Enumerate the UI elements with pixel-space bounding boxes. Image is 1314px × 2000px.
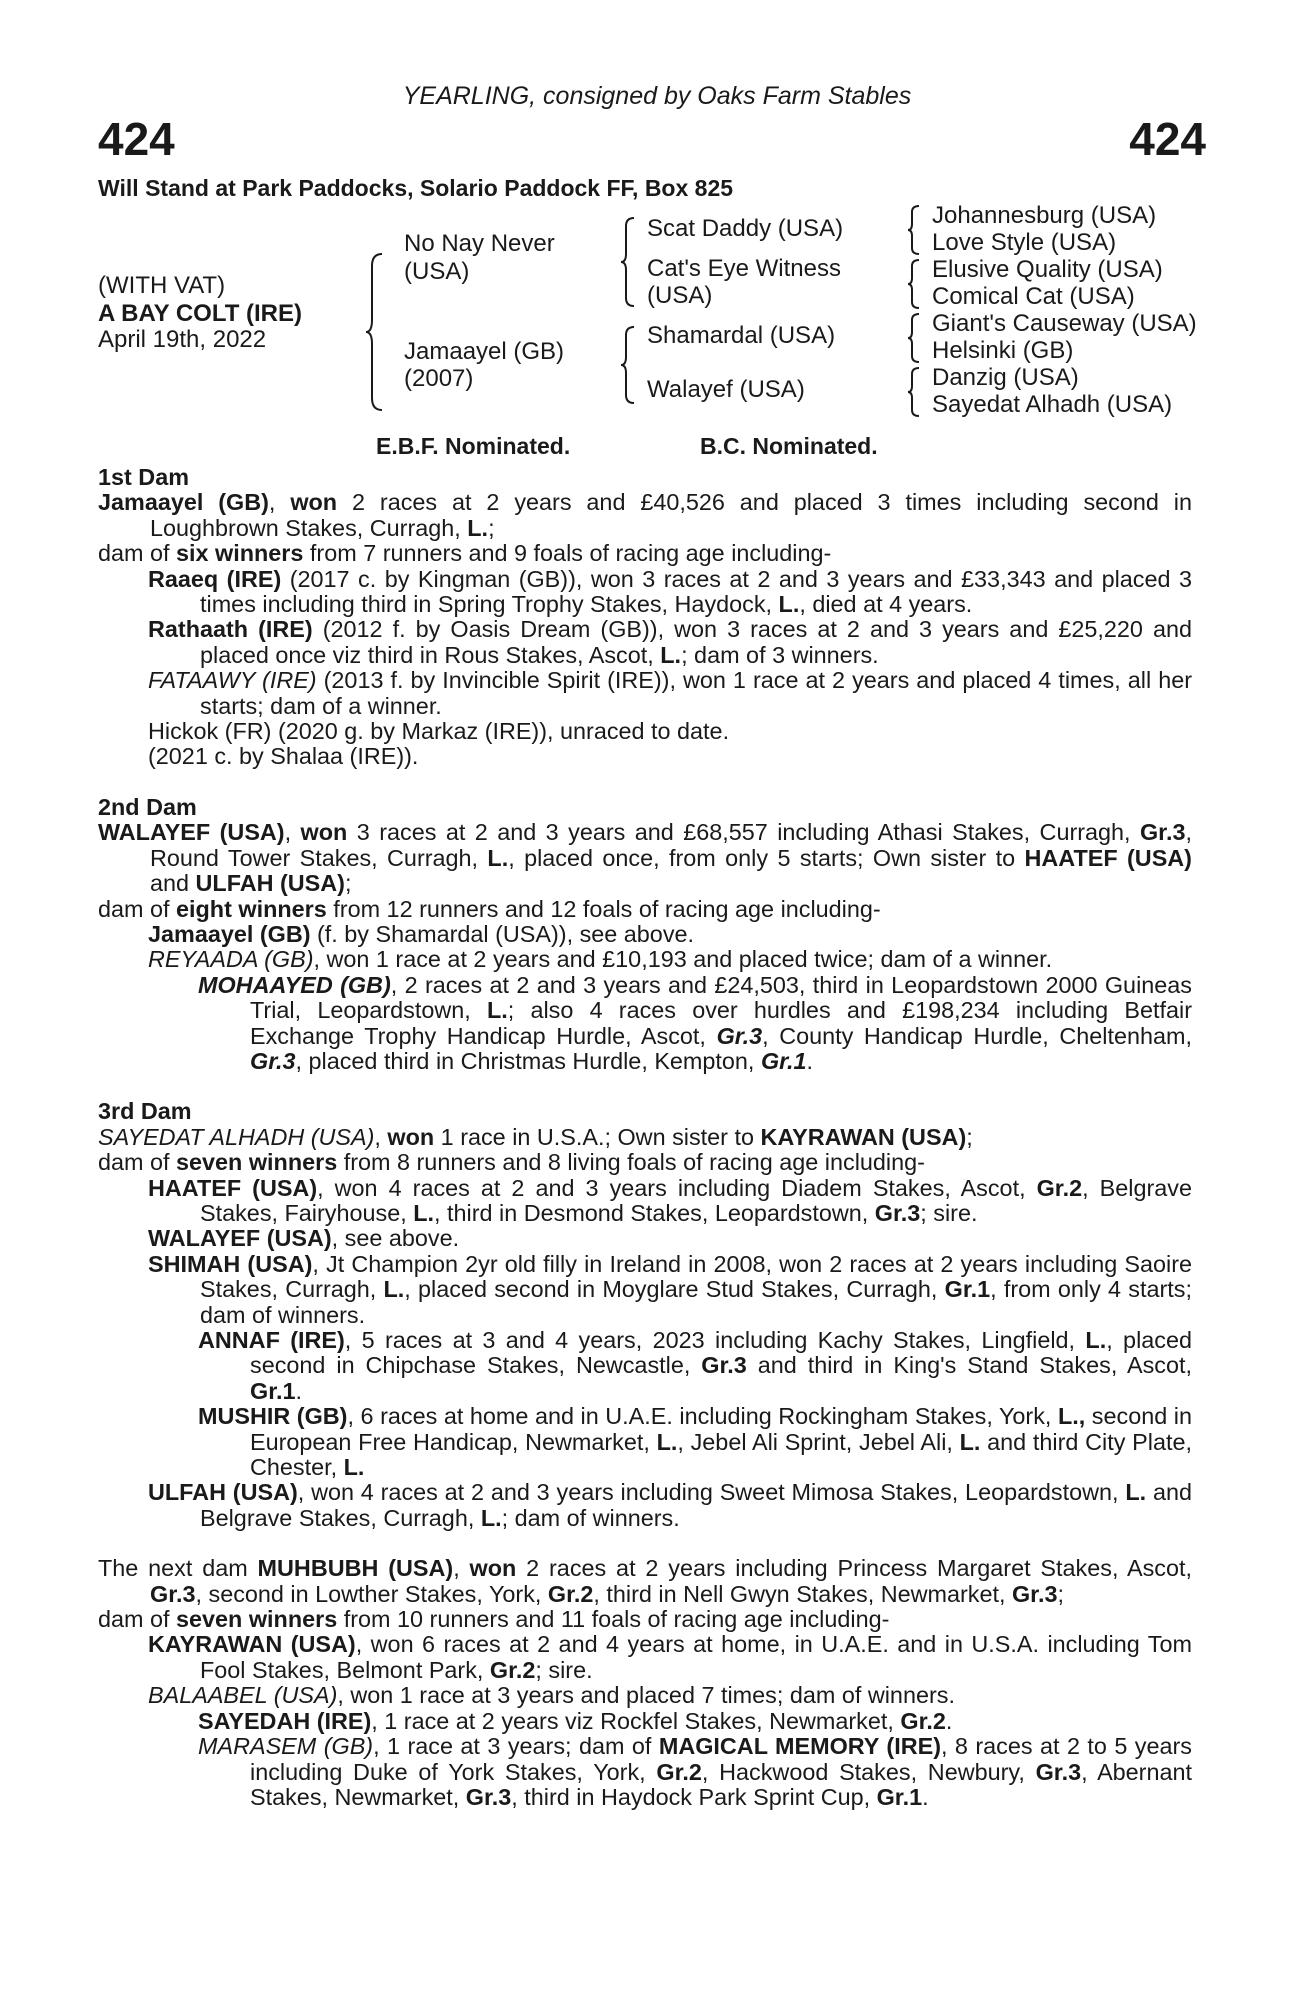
stand-location: Will Stand at Park Paddocks, Solario Paddock FF, Box 825 <box>98 175 734 201</box>
produce-entry: Hickok (FR) (2020 g. by Markaz (IRE)), unraced to date. <box>148 718 730 745</box>
brace-generation-1 <box>364 252 386 412</box>
bc-nomination: B.C. Nominated. <box>700 433 878 459</box>
brace-sire <box>620 216 636 308</box>
dam-dam-dam: Sayedat Alhadh (USA) <box>932 391 1173 418</box>
sire-sire: Scat Daddy (USA) <box>647 215 844 242</box>
catalogue-body <box>98 465 1192 1810</box>
second-dam-produce-summary: dam of eight winners from 12 runners and 12 foals of racing age including- <box>98 895 881 922</box>
produce-entry: ULFAH (USA), won 4 races at 2 and 3 years including Sweet Mimosa Stakes, Leopardstown, L. and Belgrave Stakes, Curragh, L.; dam of winners. <box>148 1479 1192 1531</box>
dam-year: (2007) <box>404 365 474 392</box>
produce-entry: KAYRAWAN (USA), won 6 races at 2 and 4 years at home, in U.A.E. and in U.S.A. including Tom Fool Stakes, Belmont Park, Gr.2; sire. <box>148 1631 1192 1683</box>
grand-produce-entry: MOHAAYED (GB), 2 races at 2 and 3 years and £24,503, third in Leopardstown 2000 Guineas Trial, Leopardstown, L.; also 4 races over hurdles and £198,234 including Betfair Exchange Trophy Handicap Hurdle, Ascot, Gr.3, County Handicap Hurdle, Cheltenham, Gr.3, placed third in Christmas Hurdle, Kempton, Gr.1. <box>198 971 1192 1074</box>
brace-dd <box>907 366 921 418</box>
sire-sire-sire: Johannesburg (USA) <box>932 202 1157 229</box>
sire-dam-dam: Comical Cat (USA) <box>932 283 1135 310</box>
dam-sire: Shamardal (USA) <box>647 322 836 349</box>
ebf-nomination: E.B.F. Nominated. <box>376 433 571 459</box>
third-dam-produce-summary: dam of seven winners from 8 runners and 8 living foals of racing age including- <box>98 1149 925 1176</box>
produce-entry: FATAAWY (IRE) (2013 f. by Invincible Spirit (IRE)), won 1 race at 2 years and placed 4 times, all her starts; dam of a winner. <box>148 667 1192 719</box>
vat-note: (WITH VAT) <box>98 272 226 299</box>
grand-produce-entry: ANNAF (IRE), 5 races at 3 and 4 years, 2023 including Kachy Stakes, Lingfield, L., placed second in Chipchase Stakes, Newcastle, Gr.3 and third in King's Stand Stakes, Ascot, Gr.1. <box>198 1327 1192 1404</box>
third-dam-heading: 3rd Dam <box>98 1098 192 1125</box>
brace-ds <box>907 312 921 364</box>
fourth-dam-record: The next dam MUHBUBH (USA), won 2 races at 2 years including Princess Margaret Stakes, Ascot, Gr.3, second in Lowther Stakes, York, Gr.2, third in Nell Gwyn Stakes, Newmarket, Gr.3; <box>98 1555 1192 1607</box>
grand-produce-entry: MARASEM (GB), 1 race at 3 years; dam of MAGICAL MEMORY (IRE), 8 races at 2 to 5 years including Duke of York Stakes, York, Gr.2, Hackwood Stakes, Newbury, Gr.3, Abernant Stakes, Newmarket, Gr.3, third in Haydock Park Sprint Cup, Gr.1. <box>198 1733 1192 1810</box>
dam-name: Jamaayel (GB) <box>404 338 565 365</box>
dam-dam-sire: Danzig (USA) <box>932 364 1079 391</box>
sire-dam-country: (USA) <box>647 282 713 309</box>
produce-entry: BALAABEL (USA), won 1 race at 3 years and placed 7 times; dam of winners. <box>148 1682 955 1709</box>
sire-sire-dam: Love Style (USA) <box>932 229 1117 256</box>
lot-number-left: 424 <box>98 113 175 165</box>
foaling-date: April 19th, 2022 <box>98 326 267 353</box>
sire-country: (USA) <box>404 258 470 285</box>
grand-produce-entry: SAYEDAH (IRE), 1 race at 2 years viz Rockfel Stakes, Newmarket, Gr.2. <box>198 1707 953 1734</box>
dam-sire-sire: Giant's Causeway (USA) <box>932 310 1197 337</box>
consignment-line: YEARLING, consigned by Oaks Farm Stables <box>402 82 912 110</box>
second-dam-heading: 2nd Dam <box>98 793 197 820</box>
produce-entry: Rathaath (IRE) (2012 f. by Oasis Dream (GB)), won 3 races at 2 and 3 years and £25,220 and placed once viz third in Rous Stakes, Ascot, L.; dam of 3 winners. <box>148 616 1192 668</box>
third-dam-record: SAYEDAT ALHADH (USA), won 1 race in U.S.A.; Own sister to KAYRAWAN (USA); <box>98 1123 973 1150</box>
produce-entry: SHIMAH (USA), Jt Champion 2yr old filly in Ireland in 2008, won 2 races at 2 years including Saoire Stakes, Curragh, L., placed second in Moyglare Stud Stakes, Curragh, Gr.1, from only 4 starts; dam of winners. <box>148 1250 1193 1328</box>
first-dam-heading: 1st Dam <box>98 464 190 490</box>
sire-dam-sire: Elusive Quality (USA) <box>932 256 1163 283</box>
sire-dam: Cat's Eye Witness <box>647 255 841 282</box>
brace-ss <box>907 204 921 256</box>
grand-produce-entry: MUSHIR (GB), 6 races at home and in U.A.E. including Rockingham Stakes, York, L., second in European Free Handicap, Newmarket, L., Jebel Ali Sprint, Jebel Ali, L. and third City Plate, Chester, L. <box>198 1403 1192 1481</box>
first-dam-record: Jamaayel (GB), won 2 races at 2 years and £40,526 and placed 3 times including second in Loughbrown Stakes, Curragh, L.; <box>98 489 1192 541</box>
fourth-dam-produce-summary: dam of seven winners from 10 runners and 11 foals of racing age including- <box>98 1606 890 1633</box>
second-dam-record: WALAYEF (USA), won 3 races at 2 and 3 years and £68,557 including Athasi Stakes, Curragh, Gr.3, Round Tower Stakes, Curragh, L., placed once, from only 5 starts; Own sister to HAATEF (USA) and ULFAH (USA); <box>98 819 1192 897</box>
produce-entry: WALAYEF (USA), see above. <box>148 1225 460 1252</box>
sire-name: No Nay Never <box>404 230 555 257</box>
first-dam-produce-summary: dam of six winners from 7 runners and 9 foals of racing age including- <box>98 540 832 567</box>
brace-dam <box>620 325 636 405</box>
lot-name: A BAY COLT (IRE) <box>98 300 303 327</box>
dam-sire-dam: Helsinki (GB) <box>932 337 1074 364</box>
produce-entry: Raaeq (IRE) (2017 c. by Kingman (GB)), won 3 races at 2 and 3 years and £33,343 and placed 3 times including third in Spring Trophy Stakes, Haydock, L., died at 4 years. <box>148 565 1192 618</box>
produce-entry: HAATEF (USA), won 4 races at 2 and 3 years including Diadem Stakes, Ascot, Gr.2, Belgrave Stakes, Fairyhouse, L., third in Desmond Stakes, Leopardstown, Gr.3; sire. <box>148 1174 1192 1226</box>
produce-entry: (2021 c. by Shalaa (IRE)). <box>148 743 419 770</box>
brace-sd <box>907 258 921 310</box>
lot-number-right: 424 <box>1129 113 1206 165</box>
produce-entry: REYAADA (GB), won 1 race at 2 years and £10,193 and placed twice; dam of a winner. <box>148 946 1053 973</box>
produce-entry: Jamaayel (GB) (f. by Shamardal (USA)), see above. <box>148 920 695 947</box>
dam-dam: Walayef (USA) <box>647 376 805 403</box>
